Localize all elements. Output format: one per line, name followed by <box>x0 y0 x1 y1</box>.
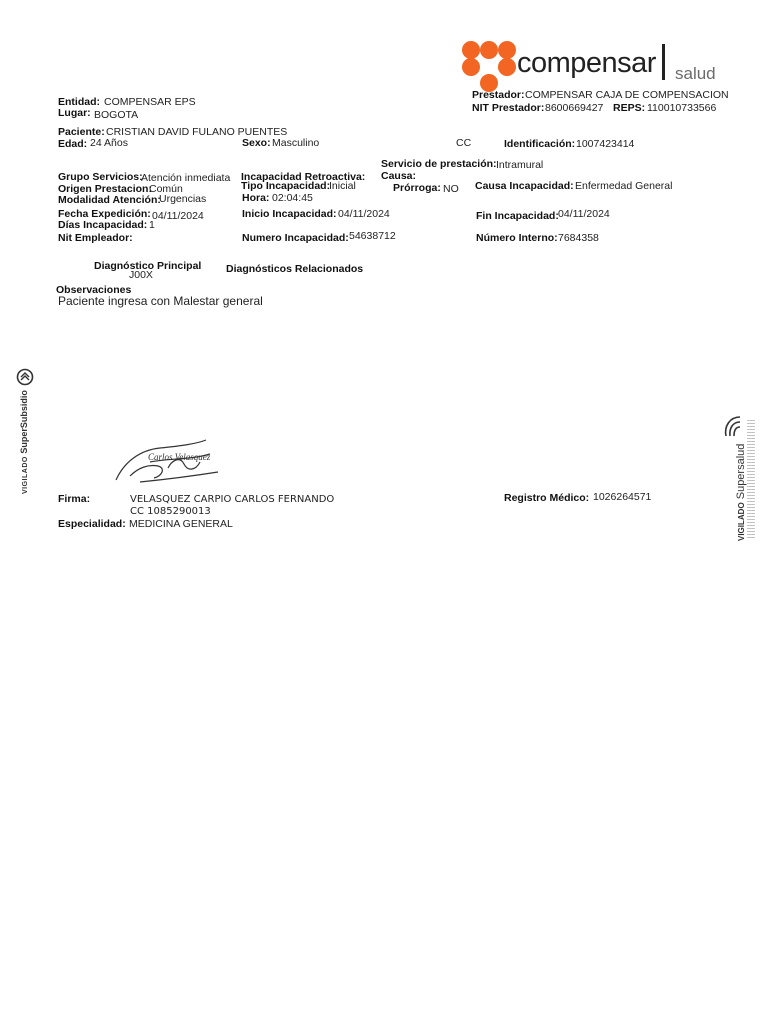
numero-incapacidad-value: 54638712 <box>349 230 396 242</box>
hora-label: Hora: <box>242 192 270 204</box>
grupo-servicios-value: Atención inmediata <box>141 172 231 184</box>
registro-medico-value: 1026264571 <box>593 491 652 503</box>
fecha-expedicion-label: Fecha Expedición: <box>58 208 151 220</box>
signature-image <box>110 432 224 487</box>
lugar-label: Lugar: <box>58 107 91 119</box>
fin-incapacidad-value: 04/11/2024 <box>558 208 610 220</box>
causa-incapacidad-value: Enfermedad General <box>575 180 673 192</box>
paciente-label: Paciente: <box>58 126 105 138</box>
inicio-incapacidad-label: Inicio Incapacidad: <box>242 208 337 220</box>
reps-value: 110010733566 <box>647 102 717 114</box>
medico-cc: CC 1085290013 <box>130 506 211 517</box>
servicio-label: Servicio de prestación: <box>381 158 497 170</box>
causa-incapacidad-label: Causa Incapacidad: <box>475 180 574 192</box>
compensar-dots-icon <box>460 40 518 92</box>
observaciones-label: Observaciones <box>56 284 132 296</box>
supersubsidio-prefix: VIGILADO <box>22 456 29 494</box>
prorroga-value: NO <box>443 183 459 195</box>
supersubsidio-logo-icon <box>16 368 34 386</box>
nit-prestador-label: NIT Prestador: <box>472 102 545 114</box>
inicio-incapacidad-value: 04/11/2024 <box>338 208 390 220</box>
nit-prestador-value: 8600669427 <box>545 102 604 114</box>
logo-divider <box>662 44 665 80</box>
edad-value: 24 Años <box>90 137 128 149</box>
lugar-value: BOGOTA <box>94 109 139 121</box>
sexo-value: Masculino <box>272 137 320 149</box>
especialidad-value: MEDICINA GENERAL <box>129 518 233 530</box>
hora-value: 02:04:45 <box>272 192 313 204</box>
diagnosticos-relacionados-label: Diagnósticos Relacionados <box>226 263 364 275</box>
diagnostico-principal-label: Diagnóstico Principal <box>94 260 202 272</box>
fin-incapacidad-label: Fin Incapacidad: <box>476 210 559 222</box>
logo-brand-text: compensar <box>517 47 656 79</box>
sexo-label: Sexo: <box>242 137 271 149</box>
prestador-label: Prestador: <box>472 89 525 101</box>
observaciones-value: Paciente ingresa con Malestar general <box>58 294 263 308</box>
logo-sub-text: salud <box>675 64 716 83</box>
fecha-expedicion-value: 04/11/2024 <box>152 210 204 222</box>
origen-label: Origen Prestacion: <box>58 183 152 195</box>
entidad-label: Entidad: <box>58 96 100 108</box>
numero-incapacidad-label: Numero Incapacidad: <box>242 232 349 244</box>
prorroga-label: Prórroga: <box>393 182 441 194</box>
medico-nombre: VELASQUEZ CARPIO CARLOS FERNANDO <box>130 494 335 505</box>
registro-medico-label: Registro Médico: <box>504 492 590 504</box>
modalidad-label: Modalidad Atención: <box>58 194 161 206</box>
dias-incapacidad-label: Días Incapacidad: <box>58 219 148 231</box>
entidad-value: COMPENSAR EPS <box>104 96 196 108</box>
supersubsidio-brand: SuperSubsidio <box>19 390 29 454</box>
signature-scrawl-text: Carlos Velasquez <box>148 452 211 462</box>
supersalud-brand: Supersalud <box>735 443 747 500</box>
supersalud-prefix: VIGILADO <box>737 502 746 541</box>
supersalud-logo-icon <box>722 414 746 440</box>
tipo-documento: CC <box>456 137 472 149</box>
modalidad-value: Urgencias <box>159 193 207 205</box>
firma-label: Firma: <box>58 493 91 505</box>
diagnostico-principal-value: J00X <box>129 269 153 281</box>
supersalud-fine-print <box>747 420 755 538</box>
numero-interno-label: Número Interno: <box>476 232 558 244</box>
identificacion-label: Identificación: <box>504 138 576 150</box>
origen-value: Común <box>149 183 183 195</box>
paciente-value: CRISTIAN DAVID FULANO PUENTES <box>106 126 288 138</box>
identificacion-value: 1007423414 <box>576 138 635 150</box>
retroactiva-label: Incapacidad Retroactiva: <box>241 171 366 183</box>
causa-label: Causa: <box>381 170 417 182</box>
grupo-servicios-label: Grupo Servicios: <box>58 171 143 183</box>
prestador-value: COMPENSAR CAJA DE COMPENSACION <box>525 89 729 101</box>
especialidad-label: Especialidad: <box>58 518 126 530</box>
dias-incapacidad-value: 1 <box>149 219 155 231</box>
tipo-incapacidad-value: Inicial <box>329 180 356 192</box>
servicio-value: Intramural <box>496 159 544 171</box>
reps-label: REPS: <box>613 102 646 114</box>
tipo-incapacidad-label: Tipo Incapacidad: <box>241 180 331 192</box>
nit-empleador-label: Nit Empleador: <box>58 232 133 244</box>
edad-label: Edad: <box>58 138 88 150</box>
numero-interno-value: 7684358 <box>558 232 599 244</box>
